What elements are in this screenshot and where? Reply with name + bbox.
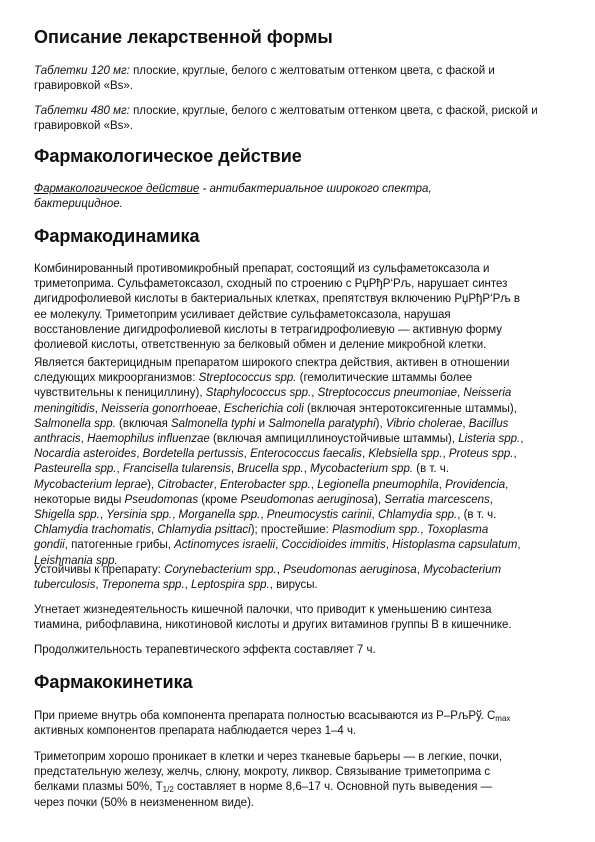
text-line: фолиевой кислоты, ответственную за белковый обмен и деление микробной клетки. — [34, 339, 487, 352]
section-title-pharmacodynamics: Фармакодинамика — [34, 226, 200, 246]
text-line: Chlamydia trachomatis, Chlamydia psittaci); простейшие: Plasmodium spp., Toxoplasma — [34, 524, 489, 537]
pharmacodynamics-paragraph-3 — [34, 563, 562, 593]
text-line: Триметоприм хорошо проникает в клетки и через тканевые барьеры — в легкие, почки, — [34, 751, 503, 763]
text-line: Salmonella spp. (включая Salmonella typhi и Salmonella paratyphi), Vibrio cholerae, Bacillus — [34, 417, 509, 430]
text-line: через почки (50% в неизмененном виде). — [34, 796, 255, 809]
section-title-form: Описание лекарственной формы — [34, 27, 333, 47]
text-line: tuberculosis, Treponema spp., Leptospira spp., вирусы. — [34, 579, 318, 592]
pharmacodynamics-paragraph-1 — [34, 262, 562, 353]
text-line: Угнетает жизнедеятельность кишечной палочки, что приводит к уменьшению синтеза — [34, 604, 492, 616]
pharmacological-action-link[interactable]: Фармакологическое действие — [34, 183, 200, 195]
action-paragraph — [34, 182, 514, 212]
text-line: Leishmania spp. — [34, 554, 118, 567]
text-line: следующих микроорганизмов: Streptococcus spp. (гемолитические штаммы более — [34, 372, 473, 385]
text-line: Комбинированный противомикробный препарат, состоящий из сульфаметоксазола и — [34, 263, 490, 275]
pharmacokinetics-paragraph-2 — [34, 750, 562, 811]
action-text: - антибактериальное широкого спектра, бактерицидное. — [34, 183, 432, 211]
text-line: белками плазмы 50%, $T_{1/2}$ составляет в норме 8,6–17 ч. Основной путь выведения — — [34, 781, 493, 795]
text-line: Nocardia asteroides, Bordetella pertussis, Enterococcus faecalis, Klebsiella spp., Proteus spp., — [34, 448, 517, 461]
text-line: предстательную железу, желчь, слюну, мокроту, ликвор. Связывание триметоприма с — [34, 766, 491, 779]
text-line: тиамина, рибофлавина, никотиновой кислоты и других витаминов группы В в кишечнике. — [34, 619, 512, 632]
text-line: активных компонентов препарата наблюдается через 1–4 ч. — [34, 725, 357, 738]
form-paragraph-120 — [34, 64, 562, 94]
text-line: дигидрофолиевой кислоты в бактериальных клетках, препятствуя включению РџРђР‘Рљ в — [34, 293, 521, 306]
text-line: Shigella spp., Yersinia spp., Morganella spp., Pneumocystis carinii, Chlamydia spp., (в т. ч. — [34, 509, 497, 522]
pharmacodynamics-paragraph-2 — [34, 356, 562, 569]
text-line: чувствительны к пенициллину), Staphylococcus spp., Streptococcus pneumoniae, Neisseria — [34, 387, 512, 400]
section-title-action: Фармакологическое действие — [34, 146, 302, 166]
form-paragraph-480 — [34, 104, 562, 134]
form-120-text: плоские, круглые, белого с желтоватым оттенком цвета, с фаской и гравировкой «Bs». — [34, 65, 495, 93]
text-line: Mycobacterium leprae), Citrobacter, Enterobacter spp., Legionella pneumophila, Providencia, — [34, 478, 509, 491]
text-line: При приеме внутрь оба компонента препарата полностью всасываются из Р–РљРў. $C_{max}$ — [34, 710, 511, 723]
text-line: ее молекулу. Триметоприм усиливает действие сульфаметоксазола, нарушая — [34, 308, 451, 321]
text-line: Устойчивы к препарату: Corynebacterium spp., Pseudomonas aeruginosa, Mycobacterium — [34, 564, 502, 576]
text-line: gondii, патогенные грибы, Actinomyces israelii, Coccidioides immitis, Histoplasma capsulatum, — [34, 539, 521, 552]
pharmacodynamics-paragraph-4 — [34, 603, 562, 633]
pharmacodynamics-paragraph-5: Продолжительность терапевтического эффекта составляет 7 ч. — [34, 644, 376, 656]
form-120-label: Таблетки 120 мг: — [34, 65, 130, 77]
form-480-text: плоские, круглые, белого с желтоватым оттенком цвета, с фаской, риской и гравировкой «Bs». — [34, 105, 538, 133]
text-line: восстановление дигидрофолиевой кислоты в тетрагидрофолиевую — активную форму — [34, 323, 502, 336]
text-line: некоторые виды Pseudomonas (кроме Pseudomonas aeruginosa), Serratia marcescens, — [34, 493, 493, 506]
form-480-label: Таблетки 480 мг: — [34, 105, 130, 117]
text-line: meningitidis, Neisseria gonorrhoeae, Escherichia coli (включая энтеротоксигенные штаммы), — [34, 402, 517, 415]
pharmacokinetics-paragraph-1 — [34, 709, 562, 739]
section-title-pharmacokinetics: Фармакокинетика — [34, 672, 193, 692]
text-line: триметоприма. Сульфаметоксазол, сходный по строению с РџРђР‘Рљ, нарушает синтез — [34, 278, 508, 291]
text-line: Является бактерицидным препаратом широкого спектра действия, активен в отношении — [34, 357, 510, 369]
text-line: anthracis, Haemophilus influenzae (включая ампициллиноустойчивые штаммы), Listeria spp., — [34, 433, 524, 446]
text-line: Pasteurella spp., Francisella tularensis, Brucella spp., Mycobacterium spp. (в т. ч. — [34, 463, 449, 476]
